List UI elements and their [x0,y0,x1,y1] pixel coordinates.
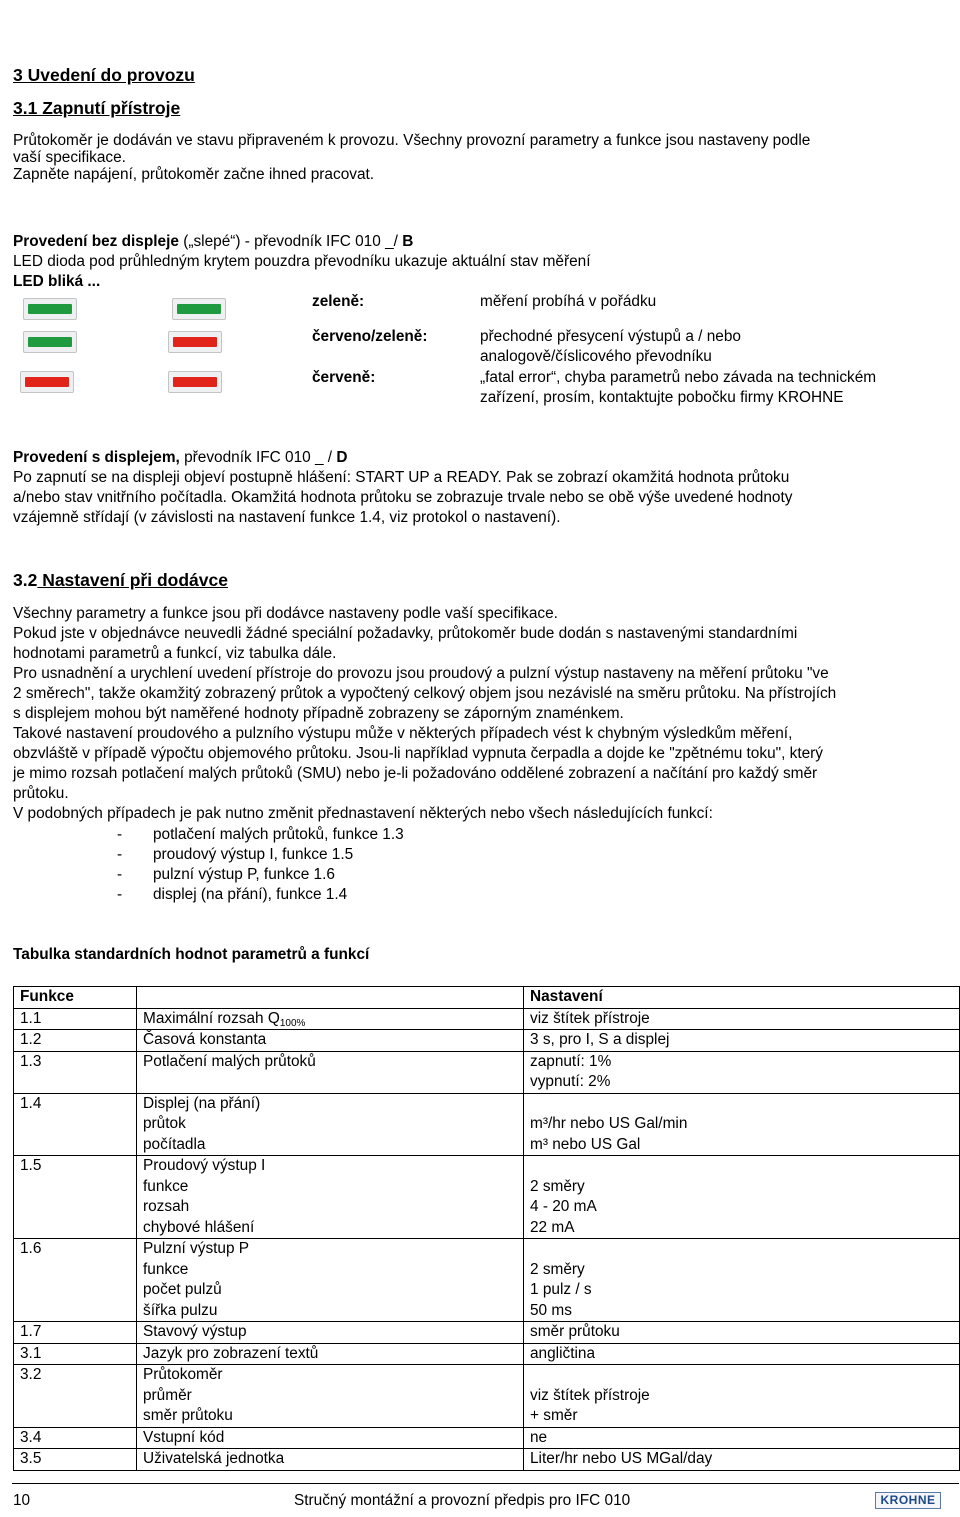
led-light [173,377,217,387]
table-row [14,1322,960,1344]
table-cell: 1.7 [14,1322,137,1344]
table-cell: m³/hr nebo US Gal/min m³ nebo US Gal [524,1093,960,1156]
intro-line: Průtokoměr je dodáván ve stavu připraveném k provozu. Všechny provozní parametry a funkce jsou nastaveny podle [13,132,811,149]
table-cell: 2 směry 1 pulz / s 50 ms [524,1239,960,1322]
table-header-cell: Nastavení [524,987,960,1009]
body-line: V podobných případech je pak nutno změnit přednastavení některých nebo všech následujících funkcí: [13,805,713,822]
led-red-icon [20,371,74,393]
table-row [14,1008,960,1030]
display-line: a/nebo stav vnitřního počítadla. Okamžitá hodnota průtoku se zobrazuje trvale nebo se obě výše uvedené hodnoty [13,489,793,506]
intro-line: vaší specifikace. [13,149,126,166]
led-state-label: červeně: [312,369,376,386]
table-cell: 3.5 [14,1449,137,1471]
led-red-icon [168,371,222,393]
table-cell: Jazyk pro zobrazení textů [137,1343,524,1365]
table-cell: Proudový výstup I funkce rozsah chybové hlášení [137,1156,524,1239]
section-3-2-body [13,604,943,824]
led-light [173,337,217,347]
function-bullet-list [117,825,404,905]
body-line: 2 směrech", takže okamžitý zobrazený průtok a vypočtený celkový objem jsou nezávislé na směru průtoku. Na přístrojích [13,685,837,702]
led-state-label: zeleně: [312,293,365,310]
display-line: vzájemně střídají (v závislosti na nastavení funkce 1.4, viz protokol o nastavení). [13,509,561,526]
led-state-description: měření probíhá v pořádku [480,293,657,310]
table-cell: 1.5 [14,1156,137,1239]
table-cell: Liter/hr nebo US MGal/day [524,1449,960,1471]
table-cell: Potlačení malých průtoků [137,1051,524,1093]
body-line: obzvláště v případě výpočtu objemového průtoku. Jsou-li například vypnuta čerpadla a dojde ke "zpětnému toku", který [13,745,823,762]
body-line: Všechny parametry a funkce jsou při dodávce nastaveny podle vaší specifikace. [13,605,558,622]
table-row [14,1093,960,1156]
body-line: s displejem mohou být naměřené hodnoty případně zobrazeny se záporným znaménkem. [13,705,624,722]
table-cell: Maximální rozsah $Q_{100\%}$ [137,1008,524,1030]
led-red-icon [168,331,222,353]
table-title: Tabulka standardních hodnot parametrů a funkcí [13,946,370,963]
table-cell: Uživatelská jednotka [137,1449,524,1471]
table-cell: ne [524,1427,960,1449]
section-3-title: 3 Uvedení do provozu [13,65,195,85]
table-cell: 1.6 [14,1239,137,1322]
table-cell: 2 směry 4 - 20 mA 22 mA [524,1156,960,1239]
table-header-cell [137,987,524,1009]
table-cell: angličtina [524,1343,960,1365]
intro-paragraph [13,131,943,185]
led-state-description: přechodné přesycení výstupů a / nebo analogově/číslicového převodníku [480,328,741,365]
led-light [177,304,221,314]
body-line: hodnotami parametrů a funkcí, viz tabulka dále. [13,645,337,662]
body-line: průtoku. [13,785,69,802]
display-heading: Provedení s displejem, převodník IFC 010 _ / D [13,449,348,466]
led-light [25,377,69,387]
table-cell: Průtokoměr průměr směr průtoku [137,1365,524,1428]
section-3-2-title: 3.2 Nastavení při dodávce [13,570,228,590]
table-cell: Stavový výstup [137,1322,524,1344]
body-line: Takové nastavení proudového a pulzního výstupu může v některých případech vést k chybným výsledkům měření, [13,725,793,742]
led-green-icon [23,298,77,320]
footer-title: Stručný montážní a provozní předpis pro IFC 010 [294,1492,631,1509]
intro-line: Zapněte napájení, průtokoměr začne ihned pracovat. [13,166,375,183]
table-cell: 3.2 [14,1365,137,1428]
led-light [28,304,72,314]
table-row [14,1365,960,1428]
table-cell: Displej (na přání) průtok počítadla [137,1093,524,1156]
table-cell: 3.4 [14,1427,137,1449]
table-cell: 1.3 [14,1051,137,1093]
table-cell: 1.2 [14,1030,137,1052]
table-cell: Vstupní kód [137,1427,524,1449]
footer-divider [12,1483,959,1484]
led-blinks-label: LED bliká ... [13,273,101,290]
table-row [14,1239,960,1322]
led-light [28,337,72,347]
table-row [14,1156,960,1239]
display-line: Po zapnutí se na displeji objeví postupně hlášení: START UP a READY. Pak se zobrazí okamžitá hodnota průtoku [13,469,790,486]
table-cell: směr průtoku [524,1322,960,1344]
page-number: 10 [13,1492,31,1509]
led-green-icon [23,331,77,353]
table-cell: 3 s, pro I, S a displej [524,1030,960,1052]
table-cell: Časová konstanta [137,1030,524,1052]
table-row [14,1427,960,1449]
list-item: - displej (na přání), funkce 1.4 [117,886,348,903]
table-row [14,1051,960,1093]
led-state-description: „fatal error“, chyba parametrů nebo závada na technickém zařízení, prosím, kontaktujte pobočku firmy KROHNE [480,369,877,406]
section-3-1-title: 3.1 Zapnutí přístroje [13,98,181,118]
table-cell: zapnutí: 1% vypnutí: 2% [524,1051,960,1093]
display-version-block [13,448,943,528]
table-header-row [14,987,960,1009]
list-item: - pulzní výstup P, funkce 1.6 [117,866,335,883]
list-item: - potlačení malých průtoků, funkce 1.3 [117,826,404,843]
body-line: je mimo rozsah potlačení malých průtoků (SMU) nebo je-li požadováno oddělené zobrazení a načítání pro každý směr [13,765,818,782]
blind-version-block [13,232,943,292]
krohne-logo: KROHNE [875,1492,941,1509]
list-item: - proudový výstup I, funkce 1.5 [117,846,354,863]
body-line: Pokud jste v objednávce neuvedli žádné speciální požadavky, průtokoměr bude dodán s nastavenými standardními [13,625,798,642]
table-cell: 3.1 [14,1343,137,1365]
table-cell: viz štítek přístroje [524,1008,960,1030]
blind-heading: Provedení bez displeje („slepé“) - převodník IFC 010 _/ B [13,233,414,250]
table-cell: Pulzní výstup P funkce počet pulzů šířka pulzu [137,1239,524,1322]
body-line: Pro usnadnění a urychlení uvedení přístroje do provozu jsou proudový a pulzní výstup nastaveny na měření průtoku "ve [13,665,829,682]
table-cell: viz štítek přístroje + směr [524,1365,960,1428]
table-row [14,1449,960,1471]
parameters-table [13,986,960,1471]
table-cell: 1.4 [14,1093,137,1156]
table-row [14,1343,960,1365]
table-row [14,1030,960,1052]
table-header-cell: Funkce [14,987,137,1009]
led-state-label: červeno/zeleně: [312,328,428,345]
blind-led-description: LED dioda pod průhledným krytem pouzdra převodníku ukazuje aktuální stav měření [13,253,591,270]
table-cell: 1.1 [14,1008,137,1030]
led-green-icon [172,298,226,320]
